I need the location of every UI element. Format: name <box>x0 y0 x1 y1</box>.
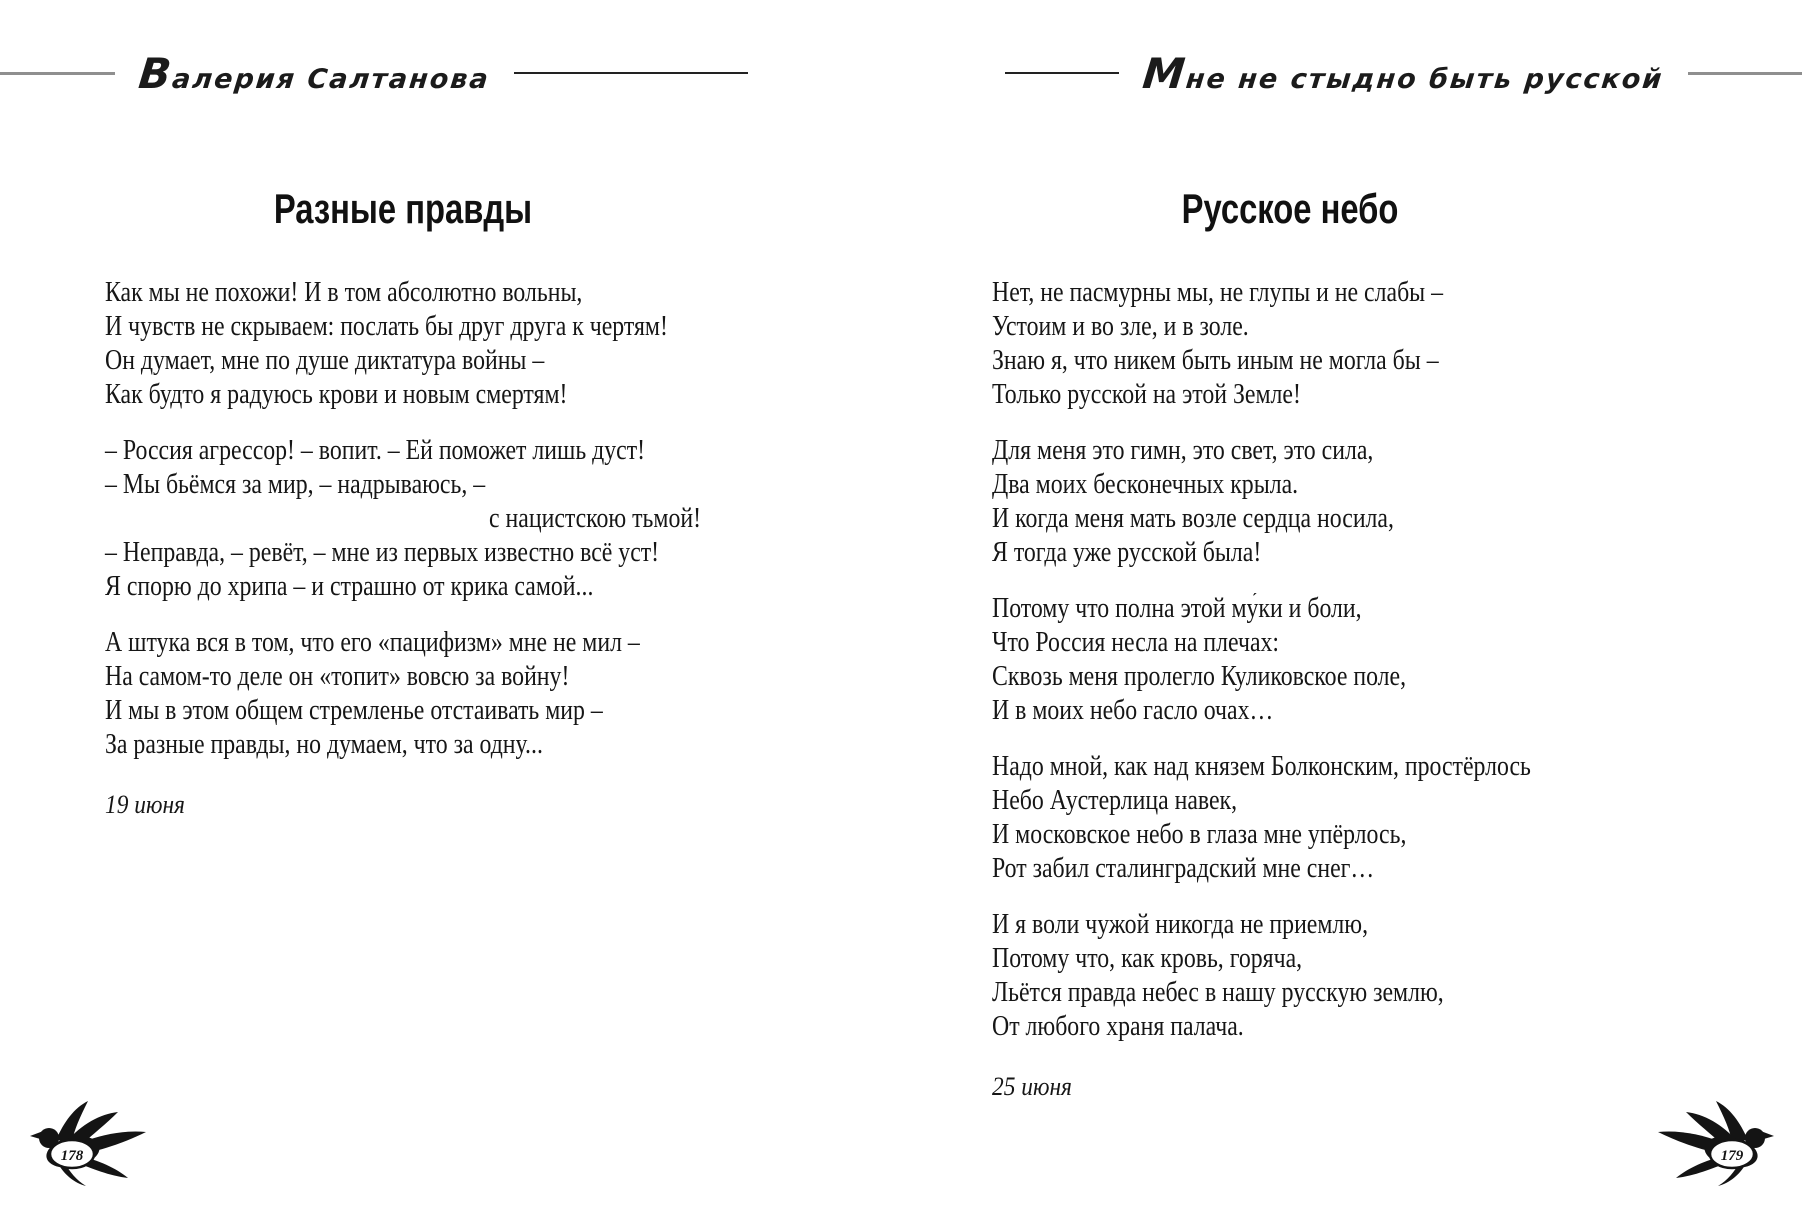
poem-title-right: Русское небо <box>1181 185 1399 232</box>
header-rule-gray-right <box>1688 72 1802 75</box>
poem-right <box>992 276 1588 1044</box>
poem-line: Знаю я, что никем быть иным не могла бы – <box>992 345 1439 376</box>
running-header-left <box>0 50 901 96</box>
poem-line: с нацистскою тьмой! <box>489 503 701 534</box>
poem-line: Льётся правда небес в нашу русскую землю, <box>992 977 1444 1008</box>
stanza <box>105 626 701 762</box>
book-title-script: Мне не стыдно быть русской <box>1140 48 1665 98</box>
poem-line: И мы в этом общем стремленье отстаивать мир – <box>105 695 603 726</box>
poem-line: Только русской на этой Земле! <box>992 379 1301 410</box>
poem-date-left: 19 июня <box>105 790 185 819</box>
swallow-bird-illustration-left <box>28 1100 148 1186</box>
poem-line: – Мы бьёмся за мир, – надрываюсь, – <box>105 469 486 500</box>
poem-line: Для меня это гимн, это свет, это сила, <box>992 435 1374 466</box>
poem-line: Небо Аустерлица навек, <box>992 785 1238 816</box>
header-rule-gray-left <box>0 72 115 75</box>
poem-line: Надо мной, как над князем Болконским, простёрлось <box>992 751 1531 782</box>
stanza <box>992 592 1588 728</box>
swallow-bird-illustration-right <box>1656 1100 1776 1186</box>
header-rule-dark-right <box>1005 72 1119 74</box>
poem-line: Потому что, как кровь, горяча, <box>992 943 1303 974</box>
running-header-right <box>901 50 1802 96</box>
poem-title-left: Разные правды <box>273 185 533 232</box>
poem-line: И в моих небо гасло очах… <box>992 695 1274 726</box>
poem-line: Я тогда уже русской была! <box>992 537 1262 568</box>
poem-line: Сквозь меня пролегло Куликовское поле, <box>992 661 1407 692</box>
poem-line: И чувств не скрываем: послать бы друг друга к чертям! <box>105 311 668 342</box>
poem-line: Рот забил сталинградский мне снег… <box>992 853 1375 884</box>
poem-line: Я спорю до хрипа – и страшно от крика самой... <box>105 571 594 602</box>
stanza <box>992 434 1588 570</box>
poem-line: – Россия агрессор! – вопит. – Ей поможет лишь дуст! <box>105 435 646 466</box>
page-number-left: 178 <box>60 1148 84 1164</box>
poem-line: Нет, не пасмурны мы, не глупы и не слабы – <box>992 277 1444 308</box>
header-rule-dark-left <box>514 72 748 74</box>
poem-line: За разные правды, но думаем, что за одну... <box>105 729 543 760</box>
stanza <box>105 276 701 412</box>
poem-column-left <box>105 150 701 820</box>
poem-left <box>105 276 701 762</box>
poem-line: Два моих бесконечных крыла. <box>992 469 1299 500</box>
stanza <box>992 276 1588 412</box>
poem-line: – Неправда, – ревёт, – мне из первых известно всё уст! <box>105 537 660 568</box>
page-right <box>901 0 1802 1213</box>
poem-line: А штука вся в том, что его «пацифизм» мне не мил – <box>105 627 640 658</box>
author-name-script: Валерия Салтанова <box>136 48 492 98</box>
poem-line: И когда меня мать возле сердца носила, <box>992 503 1394 534</box>
poem-line: Как будто я радуюсь крови и новым смертям! <box>105 379 568 410</box>
stanza <box>105 434 701 604</box>
poem-line: Устоим и во зле, и в золе. <box>992 311 1249 342</box>
poem-column-right <box>992 150 1588 1102</box>
stanza <box>992 908 1588 1044</box>
poem-line: И московское небо в глаза мне упёрлось, <box>992 819 1407 850</box>
poem-line: Как мы не похожи! И в том абсолютно вольны, <box>105 277 583 308</box>
page-number-right: 179 <box>1720 1148 1744 1164</box>
poem-line: Он думает, мне по душе диктатура войны – <box>105 345 545 376</box>
poem-line: На самом-то деле он «топит» вовсю за войну! <box>105 661 570 692</box>
poem-line: От любого храня палача. <box>992 1011 1244 1042</box>
poem-line: И я воли чужой никогда не приемлю, <box>992 909 1369 940</box>
poem-line: Что Россия несла на плечах: <box>992 627 1280 658</box>
stanza <box>992 750 1588 886</box>
poem-line: Потому что полна этой му́ки и боли, <box>992 593 1362 624</box>
poem-date-right: 25 июня <box>992 1072 1072 1101</box>
